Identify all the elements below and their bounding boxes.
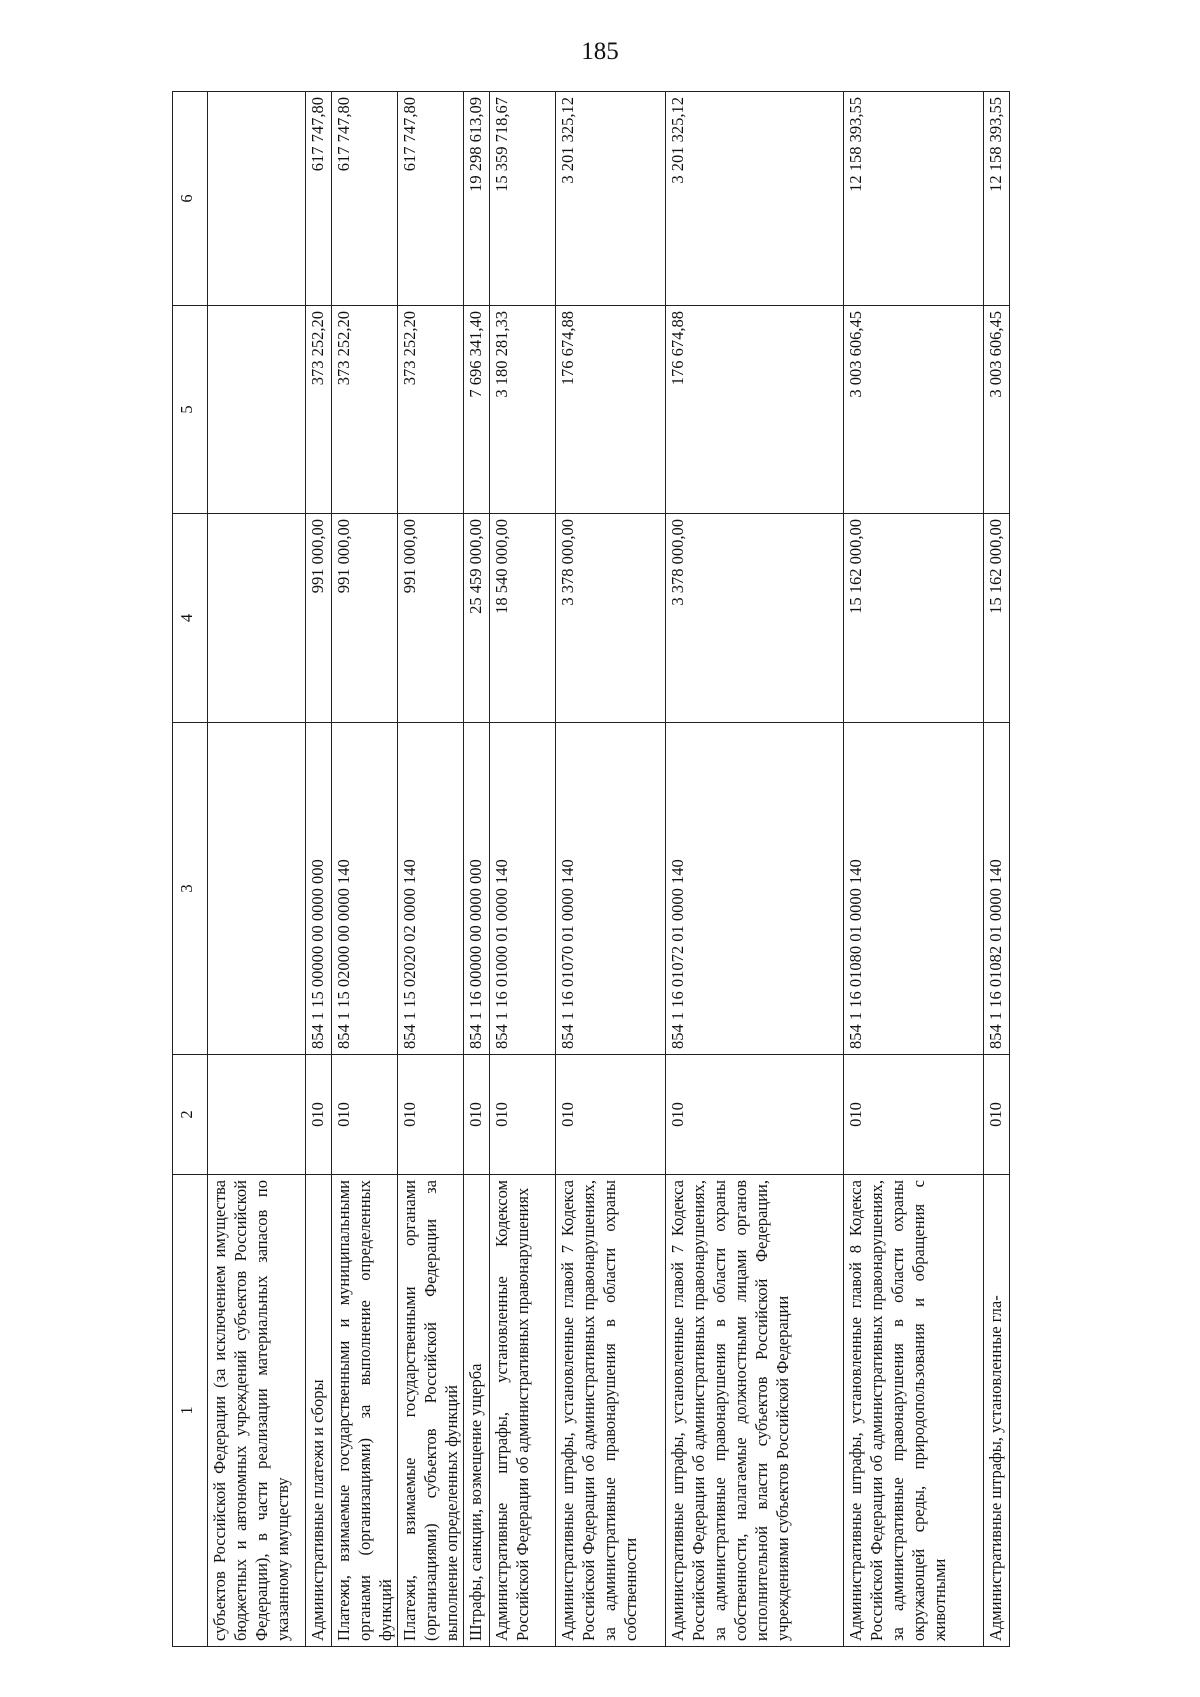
- table-row: [984, 92, 1010, 1647]
- row-admin-code: 010: [844, 1055, 984, 1175]
- table-row: [464, 92, 490, 1647]
- table-row: [306, 92, 332, 1647]
- row-name: Штрафы, санкции, возмещение ущерба: [464, 1175, 490, 1647]
- row-remainder-amount: 3 201 325,12: [666, 92, 844, 306]
- row-budget-code: 854 1 16 01072 01 0000 140: [666, 723, 844, 1055]
- row-plan-amount: 25 459 000,00: [464, 514, 490, 723]
- row-fact-amount: 373 252,20: [306, 306, 332, 514]
- row-admin-code: 010: [556, 1055, 666, 1175]
- row-remainder-amount: 15 359 718,67: [490, 92, 556, 306]
- column-header-2: 2: [173, 1055, 208, 1175]
- row-plan-amount: 15 162 000,00: [984, 514, 1010, 723]
- row-plan-amount: 991 000,00: [332, 514, 398, 723]
- row-remainder-amount: 12 158 393,55: [984, 92, 1010, 306]
- row-admin-code: [208, 1055, 306, 1175]
- row-plan-amount: 991 000,00: [306, 514, 332, 723]
- row-admin-code: 010: [666, 1055, 844, 1175]
- row-fact-amount: 3 003 606,45: [984, 306, 1010, 514]
- table-row: [208, 92, 306, 1647]
- row-name: Платежи, взимаемые государственными и муниципальными органами (организациями) за выполнение определенных функций: [332, 1175, 398, 1647]
- table-row: [398, 92, 464, 1647]
- table-row: [332, 92, 398, 1647]
- column-header-5: 5: [173, 306, 208, 514]
- row-plan-amount: 3 378 000,00: [556, 514, 666, 723]
- row-fact-amount: 3 180 281,33: [490, 306, 556, 514]
- row-admin-code: 010: [984, 1055, 1010, 1175]
- row-budget-code: 854 1 16 00000 00 0000 000: [464, 723, 490, 1055]
- row-budget-code: 854 1 16 01080 01 0000 140: [844, 723, 984, 1055]
- row-plan-amount: [208, 514, 306, 723]
- page-number: 185: [581, 38, 619, 65]
- row-fact-amount: [208, 306, 306, 514]
- row-name: Административные штрафы, установленные главой 7 Кодекса Российской Федерации об административных правонарушениях, за административные правонарушения в области охраны собственности, налагаемые должностными лицами органов исполнительной власти субъектов Российской Федерации, учреждениями субъектов Российской Федерации: [666, 1175, 844, 1647]
- row-budget-code: 854 1 15 02020 02 0000 140: [398, 723, 464, 1055]
- table-row: [666, 92, 844, 1647]
- row-plan-amount: 3 378 000,00: [666, 514, 844, 723]
- row-budget-code: 854 1 15 02000 00 0000 140: [332, 723, 398, 1055]
- column-header-3: 3: [173, 723, 208, 1055]
- row-budget-code: 854 1 16 01000 01 0000 140: [490, 723, 556, 1055]
- row-name: Административные штрафы, установленные главой 8 Кодекса Российской Федерации об административных правонарушениях, за административные правонарушения в области охраны окружающей среды, природопользования и обращения с животными: [844, 1175, 984, 1647]
- rotated-table-container: [172, 92, 1134, 1647]
- row-fact-amount: 373 252,20: [398, 306, 464, 514]
- row-name: Административные платежи и сборы: [306, 1175, 332, 1647]
- row-budget-code: 854 1 16 01070 01 0000 140: [556, 723, 666, 1055]
- row-name: Административные штрафы, установленные главой 7 Кодекса Российской Федерации об административных правонарушениях, за административные правонарушения в области охраны собственности: [556, 1175, 666, 1647]
- row-budget-code: [208, 723, 306, 1055]
- row-name: субъектов Российской Федерации (за исключением имущества бюджетных и автономных учреждений субъектов Российской Федерации), в части реализации материальных запасов по указанному имуществу: [208, 1175, 306, 1647]
- table-row: [490, 92, 556, 1647]
- row-fact-amount: 176 674,88: [666, 306, 844, 514]
- row-remainder-amount: 617 747,80: [332, 92, 398, 306]
- row-fact-amount: 176 674,88: [556, 306, 666, 514]
- row-remainder-amount: 19 298 613,09: [464, 92, 490, 306]
- table-frame: [172, 92, 1134, 1647]
- row-remainder-amount: 617 747,80: [398, 92, 464, 306]
- row-budget-code: 854 1 15 00000 00 0000 000: [306, 723, 332, 1055]
- row-plan-amount: 15 162 000,00: [844, 514, 984, 723]
- row-name: Платежи, взимаемые государственными органами (организациями) субъектов Российской Федерации за выполнение определенных функций: [398, 1175, 464, 1647]
- row-remainder-amount: 12 158 393,55: [844, 92, 984, 306]
- table-header-row: [173, 92, 208, 1647]
- row-remainder-amount: [208, 92, 306, 306]
- row-admin-code: 010: [464, 1055, 490, 1175]
- column-header-1: 1: [173, 1175, 208, 1647]
- row-fact-amount: 373 252,20: [332, 306, 398, 514]
- row-admin-code: 010: [398, 1055, 464, 1175]
- row-remainder-amount: 617 747,80: [306, 92, 332, 306]
- row-plan-amount: 18 540 000,00: [490, 514, 556, 723]
- row-fact-amount: 3 003 606,45: [844, 306, 984, 514]
- column-header-6: 6: [173, 92, 208, 306]
- row-remainder-amount: 3 201 325,12: [556, 92, 666, 306]
- row-admin-code: 010: [306, 1055, 332, 1175]
- column-header-4: 4: [173, 514, 208, 723]
- row-name: Административные штрафы, установленные Кодексом Российской Федерации об административных правонарушениях: [490, 1175, 556, 1647]
- row-admin-code: 010: [490, 1055, 556, 1175]
- row-fact-amount: 7 696 341,40: [464, 306, 490, 514]
- row-admin-code: 010: [332, 1055, 398, 1175]
- row-name: Административные штрафы, установленные гла-: [984, 1175, 1010, 1647]
- row-plan-amount: 991 000,00: [398, 514, 464, 723]
- table-row: [556, 92, 666, 1647]
- table-row: [844, 92, 984, 1647]
- budget-table: [172, 91, 1010, 1647]
- row-budget-code: 854 1 16 01082 01 0000 140: [984, 723, 1010, 1055]
